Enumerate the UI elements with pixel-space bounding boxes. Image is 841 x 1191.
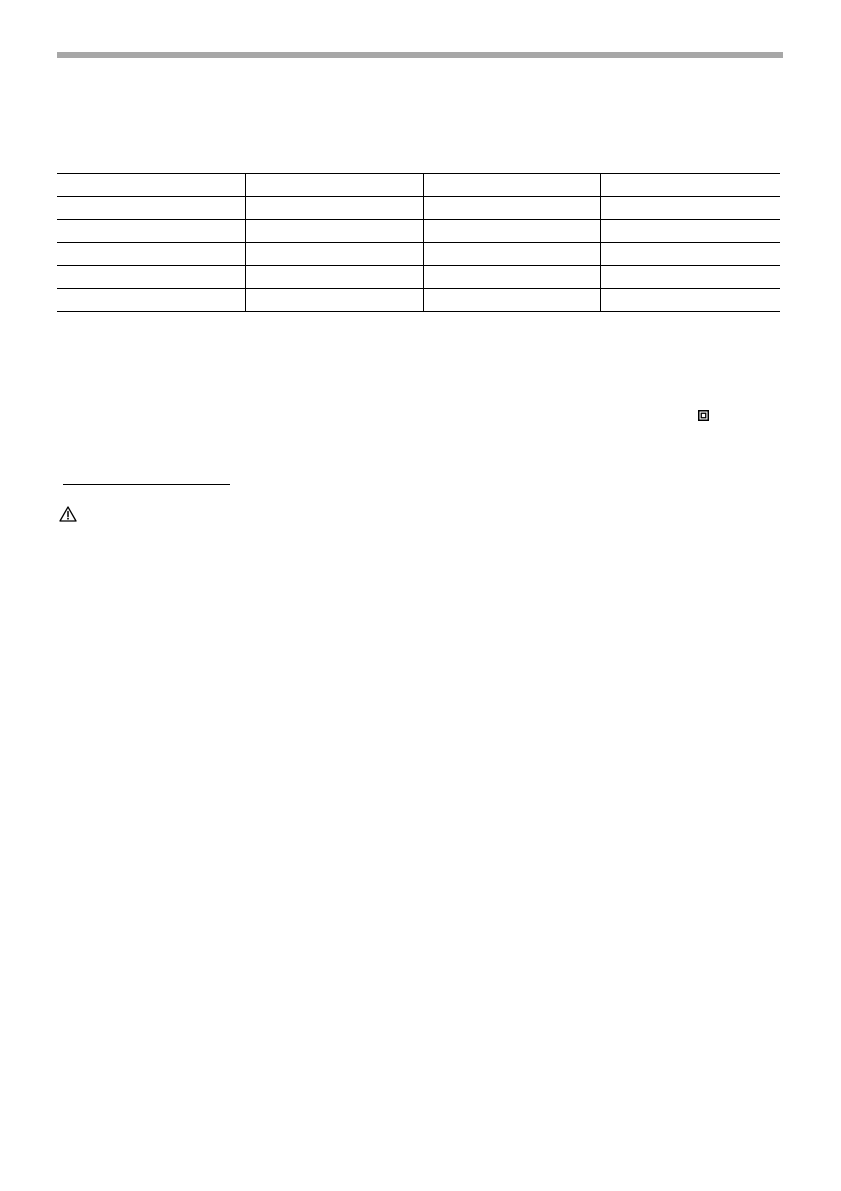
table-row: [57, 243, 780, 266]
specifications-table: [57, 173, 780, 312]
table-cell: [600, 266, 780, 289]
table-row: [57, 266, 780, 289]
table-cell: [600, 174, 780, 197]
table-cell: [245, 266, 423, 289]
table-row: [57, 197, 780, 220]
warning-triangle-icon: [59, 506, 77, 522]
table-cell: [245, 289, 423, 312]
table-row: [57, 174, 780, 197]
table-cell: [423, 197, 600, 220]
table-cell: [600, 289, 780, 312]
table-cell: [57, 197, 245, 220]
table-cell: [245, 243, 423, 266]
table-cell: [600, 197, 780, 220]
table-cell: [423, 266, 600, 289]
table-cell: [57, 289, 245, 312]
table-cell: [423, 220, 600, 243]
table-cell: [423, 174, 600, 197]
header-rule: [57, 52, 783, 58]
table-cell: [423, 289, 600, 312]
double-insulation-icon: [698, 410, 709, 421]
table-cell: [57, 266, 245, 289]
table-cell: [600, 243, 780, 266]
table-cell: [57, 174, 245, 197]
table-cell: [245, 197, 423, 220]
table-cell: [245, 174, 423, 197]
table-row: [57, 289, 780, 312]
table-cell: [423, 243, 600, 266]
table-cell: [600, 220, 780, 243]
table-cell: [57, 243, 245, 266]
section-rule: [63, 484, 230, 485]
table-cell: [245, 220, 423, 243]
table-row: [57, 220, 780, 243]
table-cell: [57, 220, 245, 243]
